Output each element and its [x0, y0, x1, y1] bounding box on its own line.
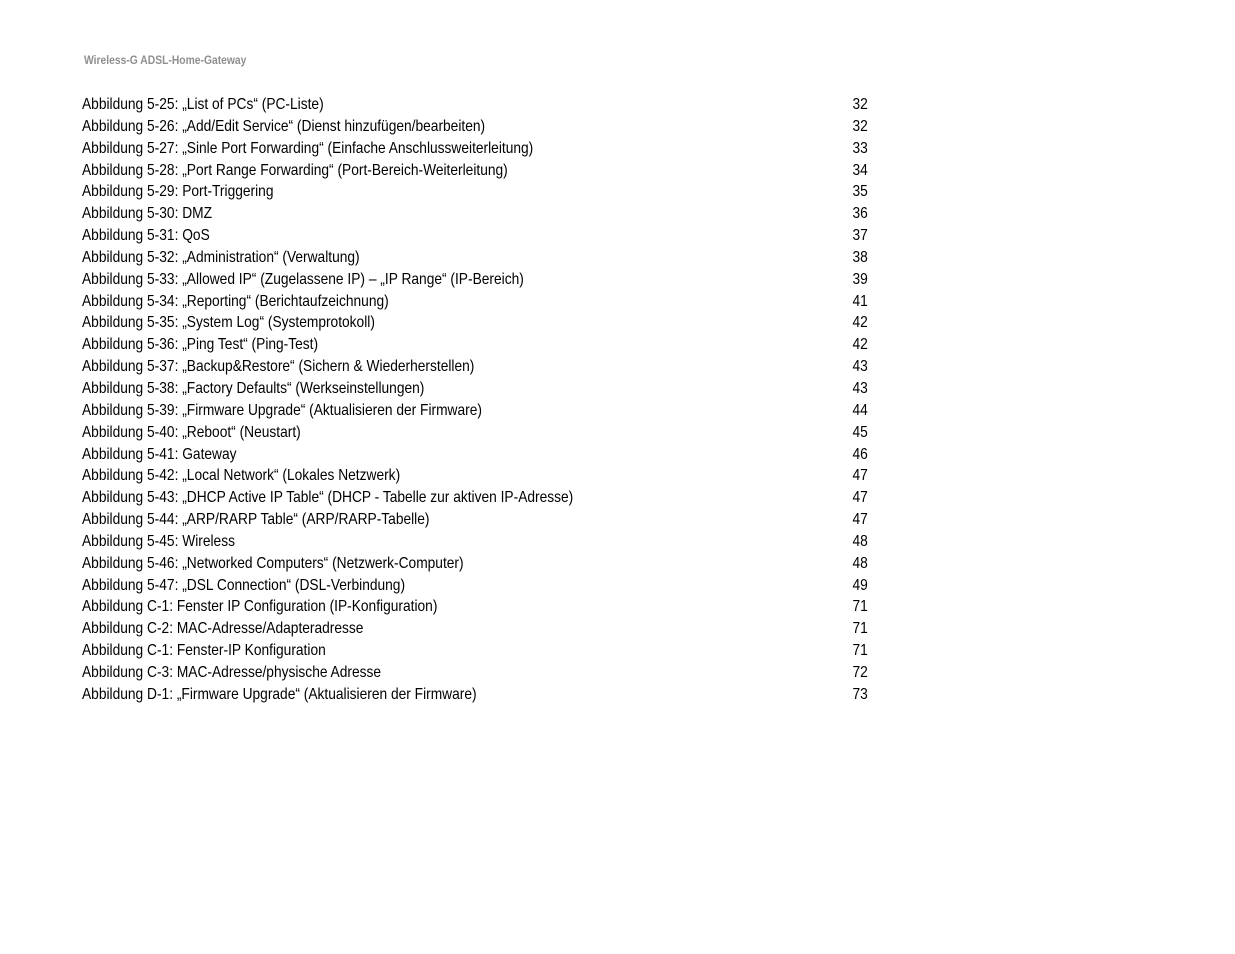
toc-entry-page: 32	[852, 117, 868, 135]
toc-entry	[82, 94, 872, 116]
toc-entry-title: Abbildung 5-47: „DSL Connection“ (DSL-Verbindung)	[82, 576, 406, 594]
toc-entry	[82, 181, 872, 203]
toc-entry	[82, 662, 872, 684]
toc-entry-page: 71	[852, 642, 868, 660]
toc-entry-page: 48	[852, 532, 868, 550]
toc-entry-title: Abbildung D-1: „Firmware Upgrade“ (Aktualisieren der Firmware)	[82, 685, 477, 703]
toc-entry-page: 36	[852, 205, 868, 223]
toc-entry-title: Abbildung 5-40: „Reboot“ (Neustart)	[82, 423, 301, 441]
toc-entry	[82, 312, 872, 334]
toc-entry-page: 47	[852, 489, 868, 507]
toc-entry-page: 32	[852, 96, 868, 113]
toc-entry-page: 44	[852, 401, 868, 419]
toc-entry-page: 47	[852, 467, 868, 485]
toc-entry-title: Abbildung 5-33: „Allowed IP“ (Zugelassene IP) – „IP Range“ (IP-Bereich)	[82, 270, 524, 288]
toc-entry-title: Abbildung 5-27: „Sinle Port Forwarding“ (Einfache Anschlussweiterleitung)	[82, 139, 534, 157]
toc-entry	[82, 138, 872, 160]
toc-entry-page: 42	[852, 314, 868, 332]
toc-entry-page: 46	[852, 445, 868, 463]
toc-entry	[82, 509, 872, 531]
toc-entry-title: Abbildung 5-28: „Port Range Forwarding“ (Port-Bereich-Weiterleitung)	[82, 161, 508, 179]
toc-entry	[82, 465, 872, 487]
toc-entry-title: Abbildung 5-43: „DHCP Active IP Table“ (DHCP - Tabelle zur aktiven IP-Adresse)	[82, 489, 574, 507]
toc-entry-title: Abbildung C-1: Fenster-IP Konfiguration	[82, 642, 326, 660]
toc-entry-title: Abbildung 5-38: „Factory Defaults“ (Werkseinstellungen)	[82, 379, 425, 397]
toc-entry-title: Abbildung 5-35: „System Log“ (Systemprotokoll)	[82, 314, 375, 332]
toc-entry-page: 71	[852, 598, 868, 616]
toc-entry	[82, 160, 872, 182]
toc-entry	[82, 684, 872, 706]
toc-entry-title: Abbildung 5-30: DMZ	[82, 205, 213, 223]
toc-entry-title: Abbildung 5-29: Port-Triggering	[82, 183, 274, 201]
toc-entry-title: Abbildung 5-32: „Administration“ (Verwaltung)	[82, 248, 360, 266]
toc-entry	[82, 444, 872, 466]
toc-entry-page: 42	[852, 336, 868, 354]
toc-entry	[82, 203, 872, 225]
toc-entry-page: 45	[852, 423, 868, 441]
toc-entry-page: 38	[852, 248, 868, 266]
toc-entry-title: Abbildung C-2: MAC-Adresse/Adapteradresse	[82, 620, 364, 638]
toc-entry-title: Abbildung 5-31: QoS	[82, 227, 210, 245]
toc-entry-title: Abbildung 5-39: „Firmware Upgrade“ (Aktualisieren der Firmware)	[82, 401, 482, 419]
toc-entry	[82, 575, 872, 597]
toc-entry	[82, 553, 872, 575]
toc-entry-title: Abbildung 5-45: Wireless	[82, 532, 235, 550]
toc-entry-page: 72	[852, 663, 868, 681]
toc-entry-page: 71	[852, 620, 868, 638]
toc-entry-page: 47	[852, 511, 868, 529]
toc-entry-title: Abbildung 5-37: „Backup&Restore“ (Sichern & Wiederherstellen)	[82, 358, 475, 376]
toc-entry-page: 33	[852, 139, 868, 157]
toc-entry-title: Abbildung 5-26: „Add/Edit Service“ (Dienst hinzufügen/bearbeiten)	[82, 117, 486, 135]
toc-entry	[82, 531, 872, 553]
toc-entry	[82, 618, 872, 640]
toc-entry	[82, 225, 872, 247]
toc-entry	[82, 334, 872, 356]
toc-entry	[82, 378, 872, 400]
toc-entry	[82, 116, 872, 138]
document-header-title: Wireless-G ADSL-Home-Gateway	[84, 53, 247, 67]
toc-entry-page: 39	[852, 270, 868, 288]
toc-entry-title: Abbildung 5-42: „Local Network“ (Lokales Netzwerk)	[82, 467, 401, 485]
toc-entry-page: 49	[852, 576, 868, 594]
toc-entry-page: 35	[852, 183, 868, 201]
toc-entry-title: Abbildung C-3: MAC-Adresse/physische Adresse	[82, 663, 382, 681]
toc-entry	[82, 596, 872, 618]
toc-entry	[82, 400, 872, 422]
toc-entry-title: Abbildung 5-25: „List of PCs“ (PC-Liste)	[82, 96, 324, 113]
figure-index-list	[82, 94, 872, 706]
toc-entry-title: Abbildung 5-44: „ARP/RARP Table“ (ARP/RARP-Tabelle)	[82, 511, 430, 529]
toc-entry-title: Abbildung 5-34: „Reporting“ (Berichtaufzeichnung)	[82, 292, 389, 310]
toc-entry-page: 73	[852, 685, 868, 703]
toc-entry	[82, 356, 872, 378]
toc-entry-page: 43	[852, 358, 868, 376]
toc-entry-title: Abbildung 5-46: „Networked Computers“ (Netzwerk-Computer)	[82, 554, 464, 572]
toc-entry-title: Abbildung 5-41: Gateway	[82, 445, 237, 463]
toc-entry	[82, 269, 872, 291]
toc-entry-page: 34	[852, 161, 868, 179]
toc-entry-title: Abbildung 5-36: „Ping Test“ (Ping-Test)	[82, 336, 319, 354]
toc-entry-page: 41	[852, 292, 868, 310]
toc-entry	[82, 247, 872, 269]
toc-entry	[82, 487, 872, 509]
toc-entry	[82, 422, 872, 444]
toc-entry	[82, 640, 872, 662]
toc-entry-title: Abbildung C-1: Fenster IP Configuration (IP-Konfiguration)	[82, 598, 438, 616]
toc-entry-page: 37	[852, 227, 868, 245]
toc-entry	[82, 291, 872, 313]
toc-entry-page: 43	[852, 379, 868, 397]
toc-entry-page: 48	[852, 554, 868, 572]
